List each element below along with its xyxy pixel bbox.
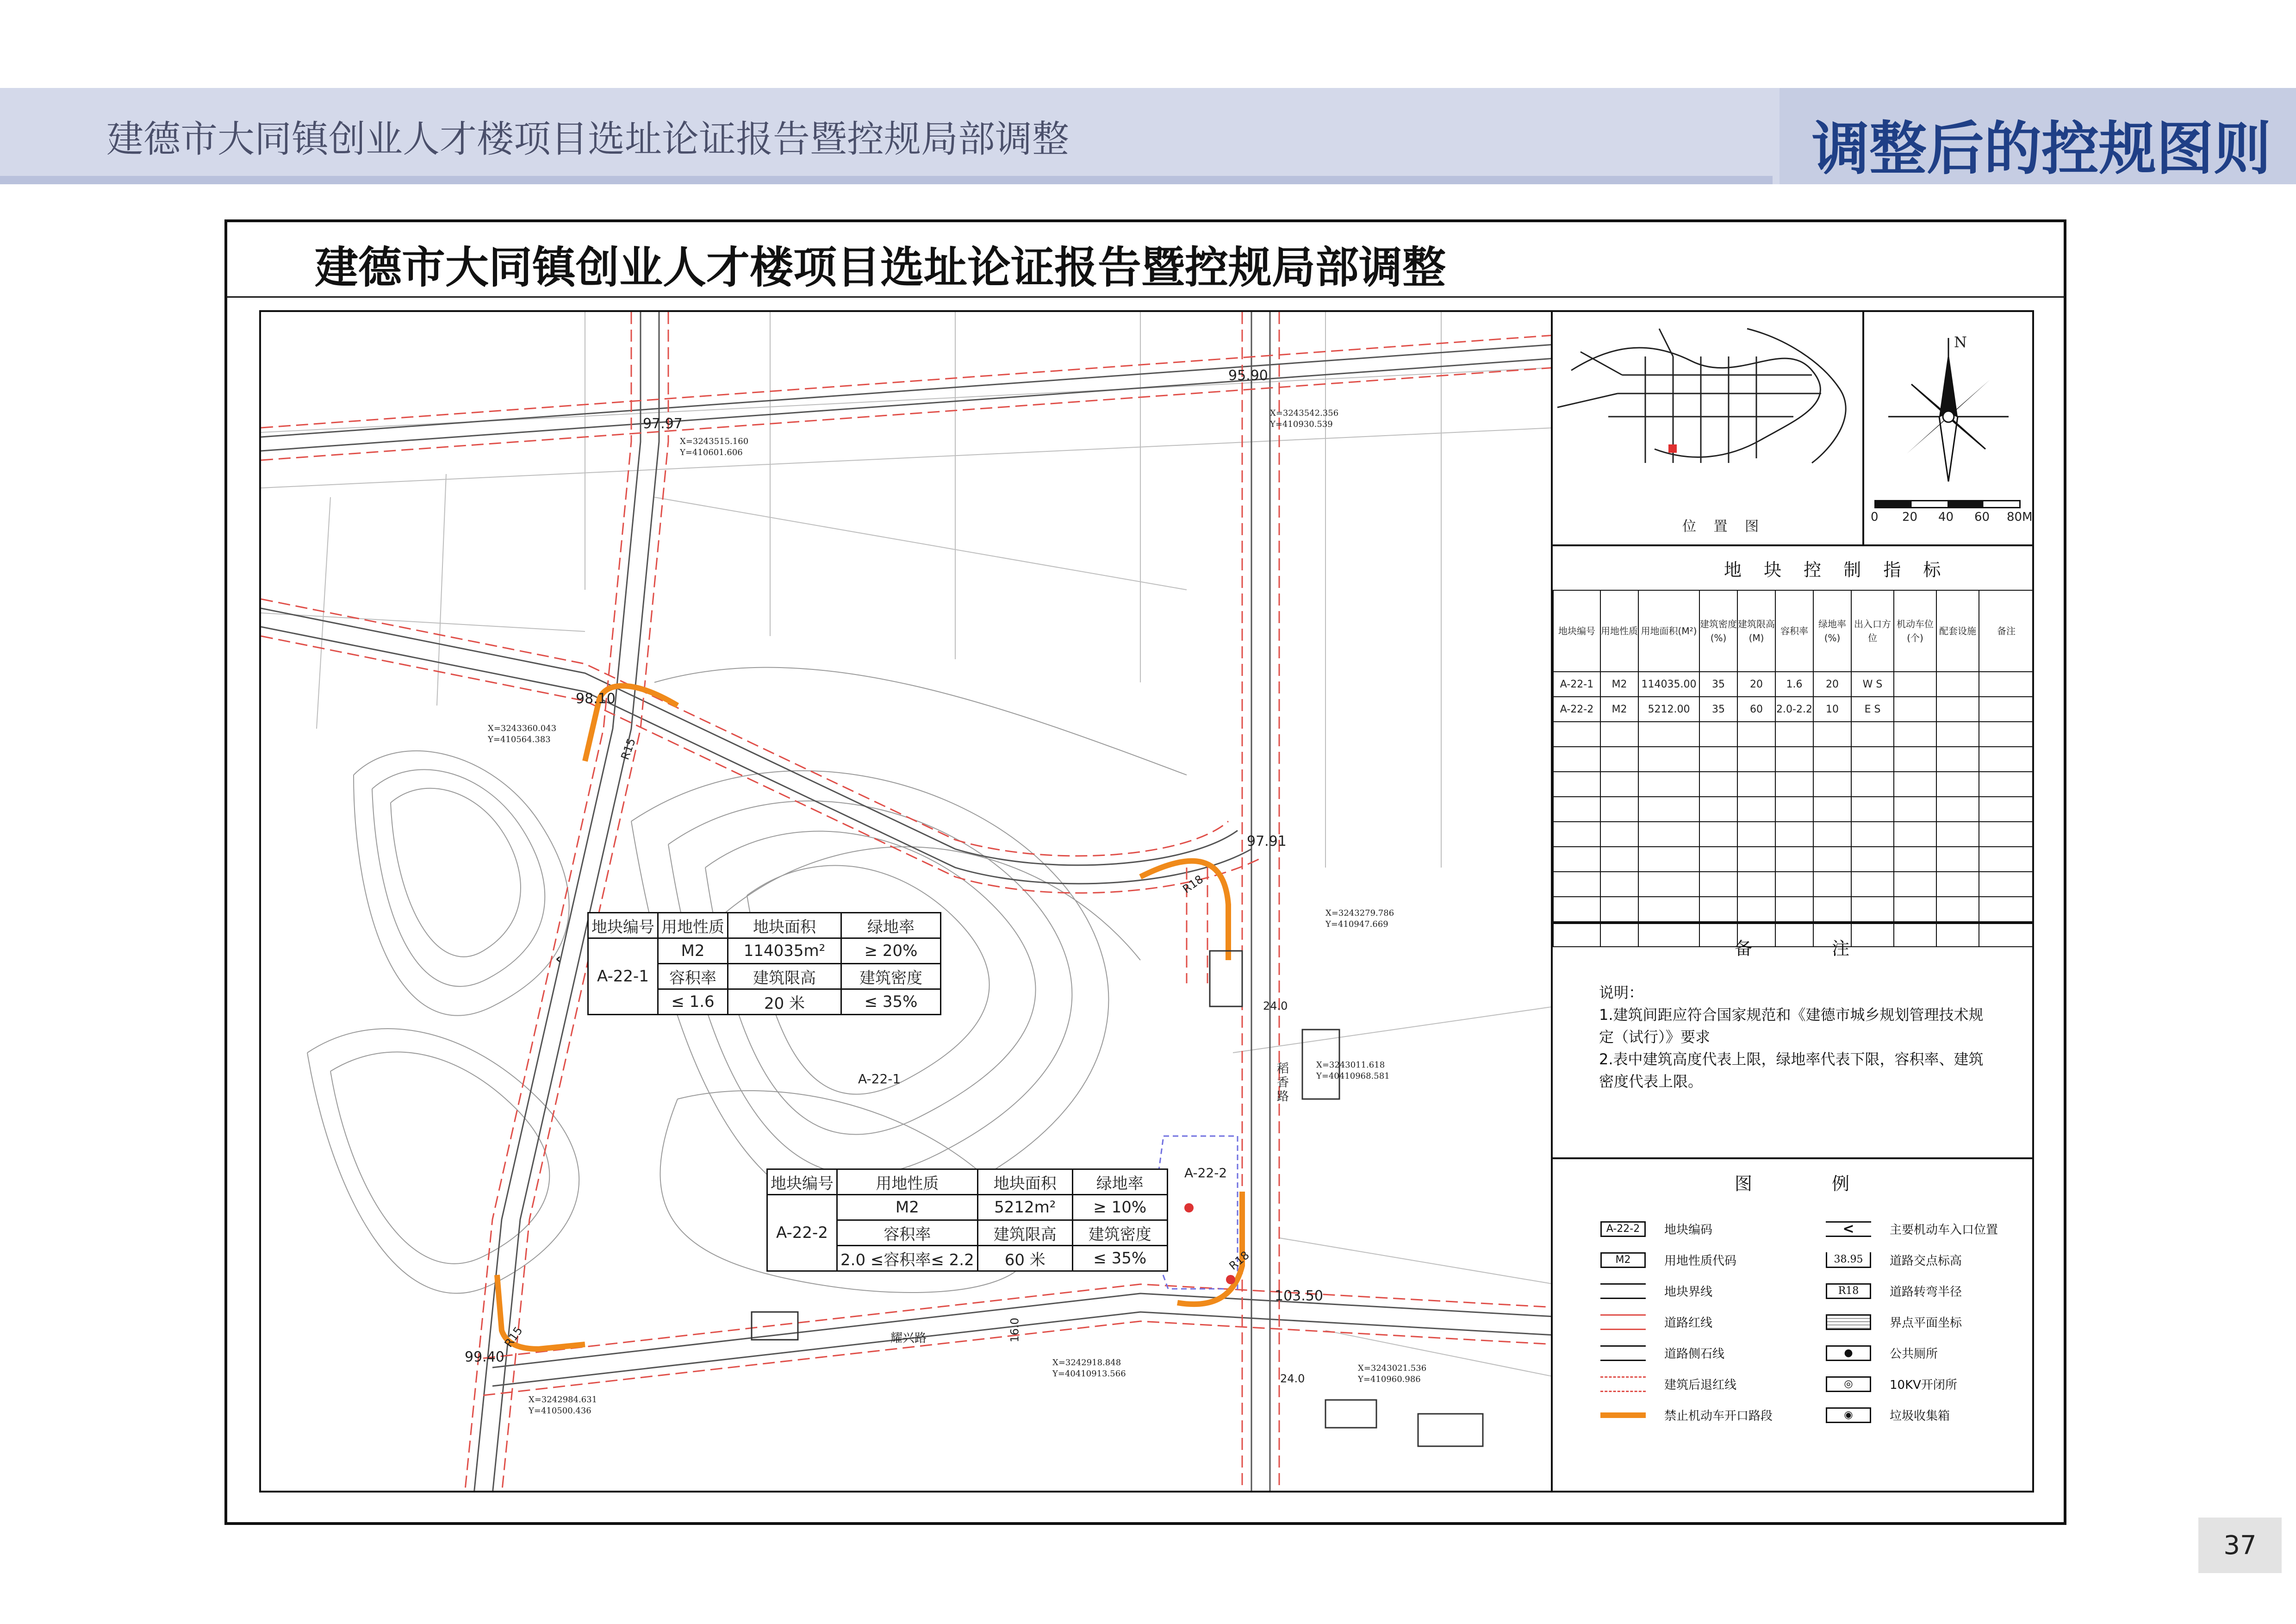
table-cell: 5212m² xyxy=(977,1195,1072,1220)
table-header-cell: 备注 xyxy=(1979,590,2034,672)
legend-item xyxy=(1600,1344,1724,1362)
parcel-code-symbol: A-22-2 xyxy=(1600,1221,1646,1237)
table-cell: M2 xyxy=(658,938,728,964)
table-header-cell: 地块面积 xyxy=(728,913,841,938)
table-cell: A-22-1 xyxy=(588,938,658,1015)
turn-radius-symbol: R18 xyxy=(1826,1283,1871,1299)
location-map xyxy=(1553,310,1864,544)
scale-tick: 0 xyxy=(1871,510,1879,524)
legend-item xyxy=(1826,1220,1998,1237)
table-cell: ≥ 10% xyxy=(1072,1195,1167,1220)
location-map-title: 位 置 图 xyxy=(1682,518,1766,535)
turn-radius-label: R15 xyxy=(618,737,638,762)
elevation-label: 103.50 xyxy=(1275,1288,1323,1304)
road-name-label: 稻香路 xyxy=(1277,1062,1289,1104)
garbage-bin-icon: ◉ xyxy=(1826,1407,1871,1423)
road-width-label: 24.0 xyxy=(1280,1372,1305,1385)
table-cell: 114035.00 xyxy=(1638,672,1699,697)
table-row xyxy=(1553,772,2034,797)
table-cell: 2.0-2.2 xyxy=(1775,697,1813,722)
legend-item xyxy=(1600,1406,1773,1424)
legend-label: 道路红线 xyxy=(1664,1316,1713,1330)
road-name-label: 耀兴路 xyxy=(890,1331,927,1345)
table-row xyxy=(1553,722,2034,747)
table-cell: 60 米 xyxy=(977,1246,1072,1271)
table-header-cell: 绿地率 xyxy=(1072,1169,1167,1195)
elevation-label: 98.10 xyxy=(576,691,616,707)
building-setback-line-symbol xyxy=(1600,1376,1646,1392)
legend-title: 图 例 xyxy=(1735,1174,1887,1194)
road-edges xyxy=(261,312,1553,1493)
legend-item xyxy=(1826,1282,1962,1299)
legend-item xyxy=(1600,1251,1736,1268)
legend-item xyxy=(1600,1375,1736,1393)
table-header-cell: 机动车位(个) xyxy=(1894,590,1936,672)
panel-divider xyxy=(1553,544,2034,546)
parcel-label[interactable]: A-22-2 xyxy=(1184,1165,1227,1181)
table-cell: E S xyxy=(1851,697,1894,722)
table-header-cell: 地块编号 xyxy=(767,1169,837,1195)
table-cell: 5212.00 xyxy=(1638,697,1699,722)
road-width-label: 16.0 xyxy=(1008,1318,1021,1343)
table-cell: 建筑密度 xyxy=(1072,1220,1167,1246)
coordinate-label: X=3243011.618 Y=40410968.581 xyxy=(1316,1060,1390,1081)
elevation-label: 97.97 xyxy=(643,416,683,432)
table-header-cell: 用地面积(M²) xyxy=(1638,590,1699,672)
legend-label: 垃圾收集箱 xyxy=(1890,1409,1950,1423)
legend-label: 道路交点标高 xyxy=(1890,1254,1962,1268)
indicators-table xyxy=(1553,590,2034,947)
notes-line: 说明： xyxy=(1599,984,1644,1001)
section-title: 调整后的控规图则 xyxy=(1812,116,2271,182)
public-toilet-icon: ● xyxy=(1826,1345,1871,1361)
table-header-cell: 绿地率 xyxy=(841,913,941,938)
legend-label: 主要机动车入口位置 xyxy=(1890,1223,1998,1237)
table-cell: M2 xyxy=(1600,697,1638,722)
notes-title: 备 注 xyxy=(1735,938,1887,959)
road-red-line-symbol xyxy=(1600,1314,1646,1330)
coordinate-label: X=3243542.356 Y=410930.539 xyxy=(1270,408,1339,429)
coordinate-label: X=3243515.160 Y=410601.606 xyxy=(680,437,749,457)
table-cell: A-22-2 xyxy=(767,1195,837,1271)
table-row xyxy=(1553,747,2034,772)
table-cell: 建筑限高 xyxy=(977,1220,1072,1246)
table-header-cell: 地块编号 xyxy=(588,913,658,938)
no-entry-segment-symbol xyxy=(1600,1412,1646,1418)
table-cell xyxy=(1894,697,1936,722)
turn-radius-label: R15 xyxy=(502,1324,525,1350)
notes-line: 1.建筑间距应符合国家规范和《建德市城乡规划管理技术规定（试行）》要求 xyxy=(1599,1006,1984,1046)
legend-label: 建筑后退红线 xyxy=(1664,1378,1737,1392)
table-header-cell: 出入口方位 xyxy=(1851,590,1894,672)
table-cell xyxy=(1979,672,2034,697)
legend-label: 公共厕所 xyxy=(1890,1347,1938,1361)
table-cell xyxy=(1979,697,2034,722)
table-cell: 20 xyxy=(1813,672,1851,697)
table-header-cell: 地块面积 xyxy=(977,1169,1072,1195)
indicators-title: 地 块 控 制 指 标 xyxy=(1724,560,1949,580)
table-cell: 2.0 ≤容积率≤ 2.2 xyxy=(837,1246,978,1271)
table-cell: 建筑密度 xyxy=(841,964,941,989)
legend-item xyxy=(1600,1313,1712,1330)
table-cell: 35 xyxy=(1699,672,1737,697)
legend-label: 地块界线 xyxy=(1664,1285,1713,1299)
table-header-cell: 用地性质 xyxy=(837,1169,978,1195)
control-plan-map[interactable] xyxy=(259,310,1553,1493)
document-title: 建德市大同镇创业人才楼项目选址论证报告暨控规局部调整 xyxy=(106,118,1069,161)
scale-tick: 40 xyxy=(1938,510,1954,524)
table-row xyxy=(1553,822,2034,847)
table-cell: 60 xyxy=(1737,697,1775,722)
road-width-label: 24.0 xyxy=(1263,999,1288,1012)
legend-label: 界点平面坐标 xyxy=(1890,1316,1962,1330)
intersection-elevation-symbol: 38.95 xyxy=(1826,1252,1871,1268)
coordinate-label: X=3243279.786 Y=410947.669 xyxy=(1325,908,1394,929)
table-header-cell: 配套设施 xyxy=(1936,590,1979,672)
legend-label: 10KV开闭所 xyxy=(1890,1378,1957,1392)
map-drawing xyxy=(261,312,1553,1493)
table-cell: M2 xyxy=(837,1195,978,1220)
curb-line-symbol xyxy=(1600,1345,1646,1361)
elevation-label: 95.90 xyxy=(1228,368,1268,384)
table-cell xyxy=(1936,697,1979,722)
table-cell: ≤ 35% xyxy=(841,989,941,1015)
legend-item xyxy=(1600,1282,1712,1299)
site-location-marker xyxy=(1668,444,1677,453)
table-row xyxy=(1553,697,2034,722)
legend-item xyxy=(1826,1344,1938,1362)
table-cell: M2 xyxy=(1600,672,1638,697)
table-header-cell: 用地性质 xyxy=(658,913,728,938)
table-cell: 容积率 xyxy=(658,964,728,989)
title-divider xyxy=(227,296,2064,298)
coordinate-label: X=3243021.536 Y=410960.986 xyxy=(1358,1363,1427,1384)
legend-item xyxy=(1826,1375,1957,1393)
legend-item xyxy=(1826,1406,1950,1424)
legend-item xyxy=(1826,1313,1962,1330)
parcel-a22-2-table xyxy=(766,1168,1168,1272)
table-cell: A-22-1 xyxy=(1553,672,1600,697)
table-cell xyxy=(1894,672,1936,697)
table-row xyxy=(1553,897,2034,922)
coordinate-label: X=3242984.631 Y=410500.436 xyxy=(529,1395,597,1416)
red-markers xyxy=(1184,1203,1235,1284)
location-map-drawing xyxy=(1553,310,1862,509)
table-cell: 20 xyxy=(1737,672,1775,697)
north-arrow-icon xyxy=(1870,324,2027,491)
turn-radius-label: R18 xyxy=(1226,1249,1252,1273)
table-cell: 建筑限高 xyxy=(728,964,841,989)
scale-tick: 60 xyxy=(1974,510,1990,524)
table-row xyxy=(1553,797,2034,822)
table-row xyxy=(1553,847,2034,872)
table-header-cell: 容积率 xyxy=(1775,590,1813,672)
table-cell: 10 xyxy=(1813,697,1851,722)
red-lines xyxy=(261,312,1553,1493)
land-use-code-symbol: M2 xyxy=(1600,1252,1646,1268)
table-cell: 114035m² xyxy=(728,938,841,964)
table-header-cell: 绿地率(%) xyxy=(1813,590,1851,672)
elevation-label: 99.40 xyxy=(465,1349,504,1365)
elevation-label: 97.91 xyxy=(1247,833,1287,849)
table-header-cell: 地块编号 xyxy=(1553,590,1600,672)
vehicle-entry-icon: < xyxy=(1826,1221,1871,1237)
legend-label: 地块编码 xyxy=(1664,1223,1713,1237)
scale-tick: 20 xyxy=(1902,510,1918,524)
parcel-boundary-symbol xyxy=(1600,1283,1646,1299)
table-cell: ≤ 1.6 xyxy=(658,989,728,1015)
coordinate-label: X=3243360.043 Y=410564.383 xyxy=(488,724,557,744)
table-header-cell: 用地性质 xyxy=(1600,590,1638,672)
parcel-label[interactable]: A-22-1 xyxy=(858,1071,901,1087)
table-cell: ≤ 35% xyxy=(1072,1246,1167,1271)
table-cell: 容积率 xyxy=(837,1220,978,1246)
parcel-a22-1-table xyxy=(587,912,941,1015)
drawing-title: 建德市大同镇创业人才楼项目选址论证报告暨控规局部调整 xyxy=(315,243,1446,293)
table-cell: 35 xyxy=(1699,697,1737,722)
panel-divider xyxy=(1553,922,2034,924)
switching-station-icon: ◎ xyxy=(1826,1376,1871,1392)
north-label: N xyxy=(1954,333,1967,351)
table-row xyxy=(1553,872,2034,897)
notes-line: 2.表中建筑高度代表上限，绿地率代表下限，容积率、建筑密度代表上限。 xyxy=(1599,1050,1984,1090)
legend-label: 用地性质代码 xyxy=(1664,1254,1737,1268)
scale-bar xyxy=(1870,500,2033,528)
vehicle-entry-icon: ‹ xyxy=(555,951,561,967)
table-cell: ≥ 20% xyxy=(841,938,941,964)
coordinate-label: X=3242918.848 Y=40410913.566 xyxy=(1052,1358,1126,1379)
legend-item xyxy=(1826,1251,1962,1268)
table-cell: 1.6 xyxy=(1775,672,1813,697)
legend-label: 禁止机动车开口路段 xyxy=(1664,1409,1773,1423)
table-cell xyxy=(1936,672,1979,697)
table-cell: W S xyxy=(1851,672,1894,697)
page-number: 37 xyxy=(2198,1518,2282,1573)
header-underline xyxy=(0,176,1773,184)
scale-tick: 80M xyxy=(2007,510,2033,524)
table-cell: A-22-2 xyxy=(1553,697,1600,722)
panel-divider xyxy=(1553,1157,2034,1159)
table-header-cell: 建筑密度(%) xyxy=(1699,590,1737,672)
legend-label: 道路侧石线 xyxy=(1664,1347,1725,1361)
table-cell: 20 米 xyxy=(728,989,841,1015)
table-header-cell: 建筑限高(M) xyxy=(1737,590,1775,672)
turn-radius-label: R18 xyxy=(1180,872,1206,896)
boundary-coordinate-symbol xyxy=(1826,1314,1871,1330)
table-row xyxy=(1553,672,2034,697)
legend-item xyxy=(1600,1220,1712,1237)
legend-label: 道路转弯半径 xyxy=(1890,1285,1962,1299)
